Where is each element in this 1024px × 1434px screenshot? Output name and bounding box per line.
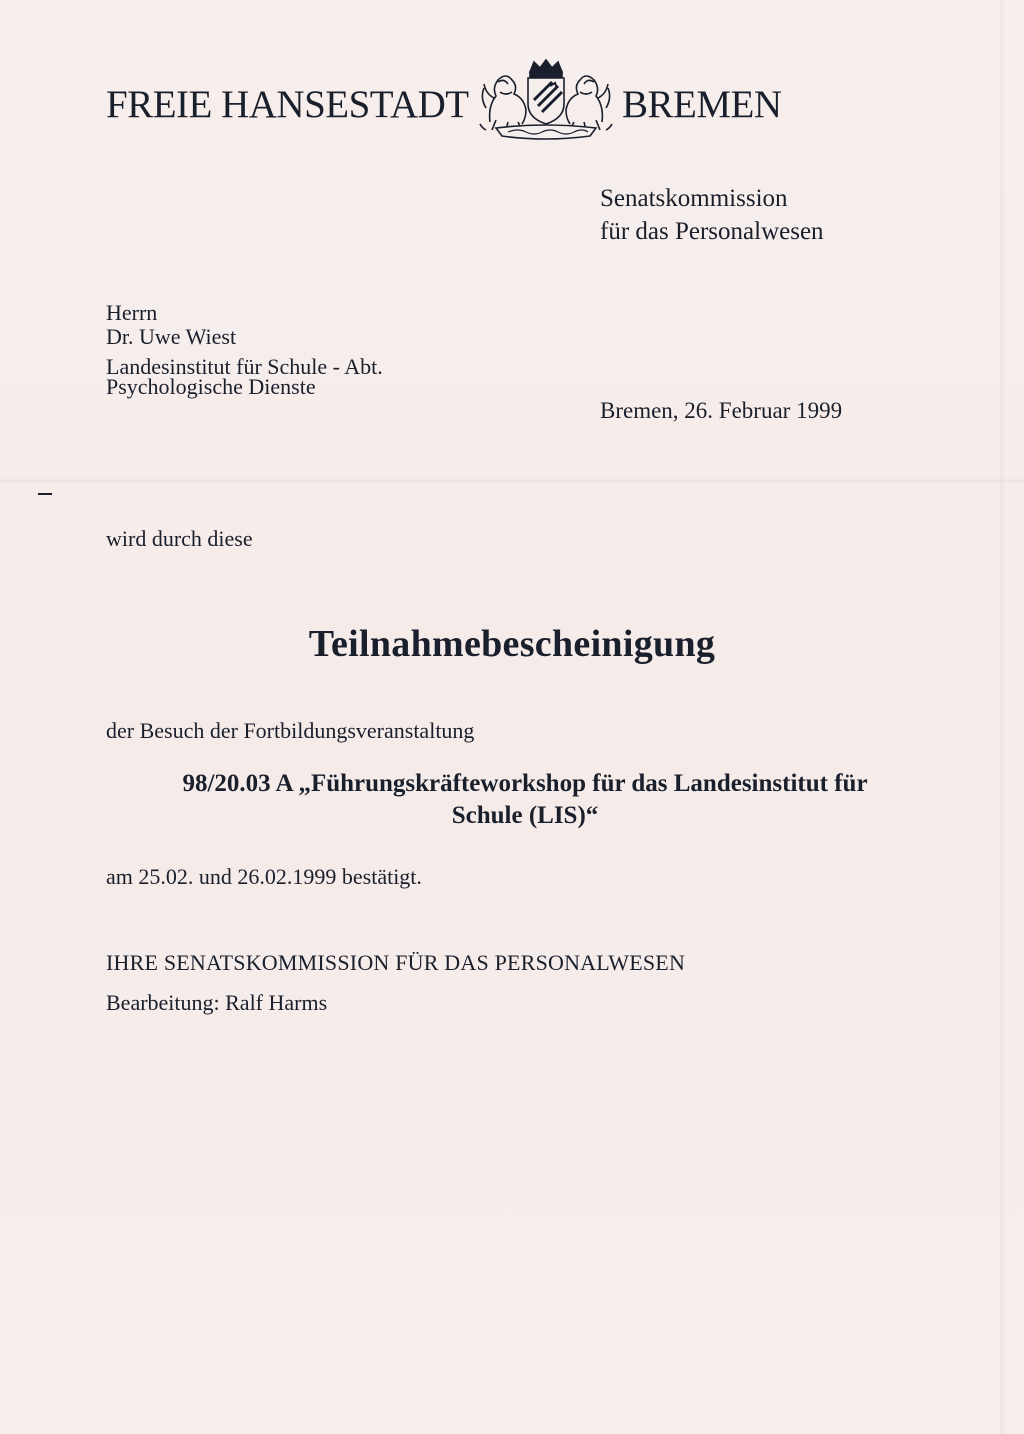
recipient-salutation: Herrn — [106, 300, 158, 325]
bremen-coat-of-arms-icon — [478, 58, 614, 142]
visit-text: der Besuch der Fortbildungsveranstaltung — [106, 718, 475, 743]
fold-mark — [38, 493, 52, 495]
paper-fold-horizontal — [0, 478, 1024, 484]
recipient-division: Psychologische Dienste — [106, 374, 316, 399]
department-line-2: für das Personalwesen — [600, 218, 824, 245]
dates-text: am 25.02. und 26.02.1999 bestätigt. — [106, 864, 422, 889]
letterhead-left: FREIE HANSESTADT — [106, 83, 469, 126]
certificate-title: Teilnahmebescheinigung — [308, 623, 716, 665]
date-line: Bremen, 26. Februar 1999 — [600, 398, 843, 423]
letterhead-right: BREMEN — [622, 83, 782, 126]
recipient-name: Dr. Uwe Wiest — [106, 324, 237, 349]
department-line-1: Senatskommission — [600, 185, 788, 212]
course-line-2: Schule (LIS)“ — [451, 802, 599, 829]
intro-text: wird durch diese — [106, 526, 253, 551]
sender-signature: IHRE SENATSKOMMISSION FÜR DAS PERSONALWESEN — [106, 950, 686, 975]
recipient-institution: Landesinstitut für Schule - Abt. — [106, 354, 383, 379]
paper-fold-vertical — [1000, 0, 1004, 1434]
course-line-1: 98/20.03 A „Führungskräfteworkshop für das Landesinstitut für — [182, 770, 868, 797]
processed-by: Bearbeitung: Ralf Harms — [106, 990, 328, 1015]
